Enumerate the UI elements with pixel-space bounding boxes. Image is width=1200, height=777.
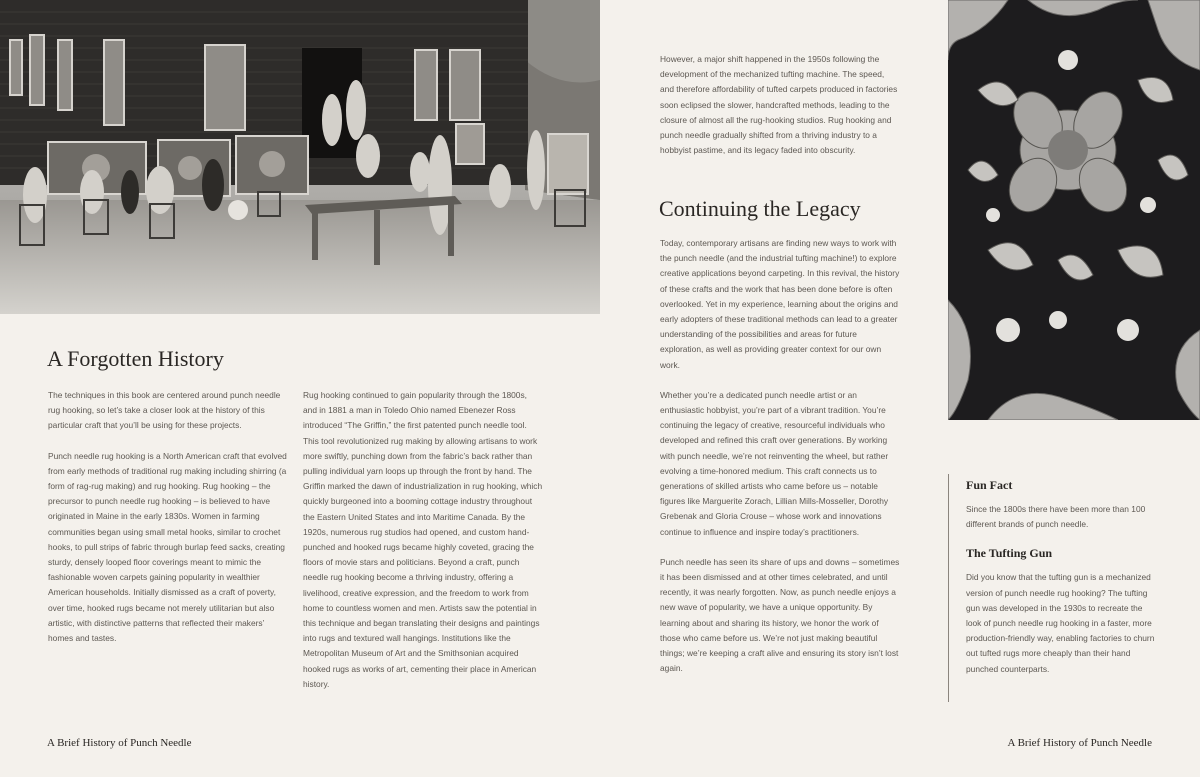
body-column-1	[48, 388, 288, 646]
paragraph: Punch needle rug hooking is a North American craft that evolved from early methods of traditional rug making including shirring (a form of rag-rug making) and rug hooking. Rug hooking – the precursor to punch needle rug hooking – is believed to have originated in Maine in the early 1830s. Women in farming communities began using small metal hooks, similar to crochet hooks, to pull strips of fabric through burlap feed sacks, creating sturdy, densely looped floor coverings meant to mimic the fashionable woven carpets gaining popularity in wealthier American households. Initially dismissed as a craft of poverty, over time, hooked rugs became not merely utilitarian but also artistic, with distinctive patterns that reflected their makers’ homes and tastes.	[48, 450, 287, 644]
fun-fact-title: Fun Fact	[966, 478, 1013, 492]
fun-fact-box	[966, 478, 1156, 532]
hooked-rug-floral-photo	[948, 0, 1200, 420]
section-heading-continuing-legacy: Continuing the Legacy	[659, 196, 861, 221]
tufting-gun-text: Did you know that the tufting gun is a mechanized version of punch needle rug hooking? The tufting gun was developed in the 1930s to recreate the look of punch needle rug hooking in a faster, more production-friendly way, enabling factories to churn out tufted rugs more cheaply than their hand punched counterparts.	[966, 572, 1155, 674]
intro-column	[660, 52, 900, 158]
fun-fact-text: Since the 1800s there have been more than 100 different brands of punch needle.	[966, 504, 1146, 530]
hooked-rug-floral-graphic	[948, 0, 1200, 420]
paragraph: Today, contemporary artisans are finding new ways to work with the punch needle (and the industrial tufting machine!) to explore creative applications beyond carpeting. In this revival, the history of these crafts and the work that has been done before is often overlooked. Yet in my experience, learning about the origins and early adopters of these traditional methods can lead to a greater understanding of the possibilities and areas for future exploration, as well as providing greater context for our own work.	[660, 238, 900, 370]
paragraph: Punch needle has seen its share of ups and downs – sometimes it has been dismissed and at other times celebrated, and until recently, it was nearly forgotten. Now, as punch needle enjoys a new wave of popularity, we have a unique opportunity. By learning about and sharing its history, we honor the work of those who came before us. We’re not just making beautiful things; we’re keeping a craft alive and ensuring its story isn’t lost again.	[660, 556, 900, 674]
tufting-gun-title: The Tufting Gun	[966, 546, 1053, 561]
page-footer-left: A Brief History of Punch Needle	[47, 737, 192, 749]
sidebar-divider	[948, 474, 949, 702]
tufting-gun-box	[966, 546, 1156, 676]
page-footer-right: A Brief History of Punch Needle	[1007, 737, 1152, 749]
historical-photo-rug-makers	[0, 0, 600, 314]
body-column-2	[303, 388, 543, 692]
body-column-legacy	[660, 236, 900, 676]
paragraph: The techniques in this book are centered around punch needle rug hooking, so let’s take a closer look at the history of this particular craft that you’ll be using for these projects.	[48, 390, 281, 431]
sidebar	[966, 478, 1156, 691]
historical-photo-graphic	[0, 0, 600, 314]
section-heading-forgotten-history: A Forgotten History	[47, 346, 224, 371]
paragraph: Rug hooking continued to gain popularity through the 1800s, and in 1881 a man in Toledo Ohio named Ebenezer Ross introduced “The Griffin,” the first patented punch needle tool. This tool revolutionized rug making by allowing artisans to work more swiftly, punching down from the fabric’s back rather than pulling individual yarn loops up through the front by hand. The Griffin marked the dawn of industrialization in rug hooking, which quickly burgeoned into a booming cottage industry throughout the Eastern United States and into Maritime Canada. By the 1920s, numerous rug studios had opened, and custom hand-punched and hooked rugs became highly coveted, gracing the floors of movie stars and politicians. Beyond a craft, punch needle rug hooking become a thriving industry, offering a livelihood, creative expression, and the freedom to work from home to countless women and men. Artists saw the potential in this technique and began translating their designs and paintings into rugs and textured wall hangings. Institutions like the Metropolitan Museum of Art and the Smithsonian acquired hooked rugs as works of art, cementing their place in American history.	[303, 390, 543, 689]
paragraph: Whether you’re a dedicated punch needle artist or an enthusiastic hobbyist, you’re part of a vibrant tradition. You’re continuing the legacy of creative, resourceful individuals who developed and refined this craft over generations. By working with punch needle, we’re not reinventing the wheel, but rather evolving a time-honored medium. This craft connects us to generations of skilled artists who came before us – notable figures like Marguerite Zorach, Lillian Mills-Mosseller, Dorothy Grebenak and Gloria Crouse – whose work and innovations continue to influence and inspire today’s practitioners.	[660, 389, 889, 537]
paragraph: However, a major shift happened in the 1950s following the development of the mechanized tufting machine. The speed, and therefore affordability of tufted carpets produced in factories soon eclipsed the slower, handcrafted methods, leading to the closure of almost all the rug-hooking studios. Rug hooking and punch needle gradually shifted from a thriving industry to a hobbyist pastime, and its legacy faded into obscurity.	[660, 54, 898, 156]
